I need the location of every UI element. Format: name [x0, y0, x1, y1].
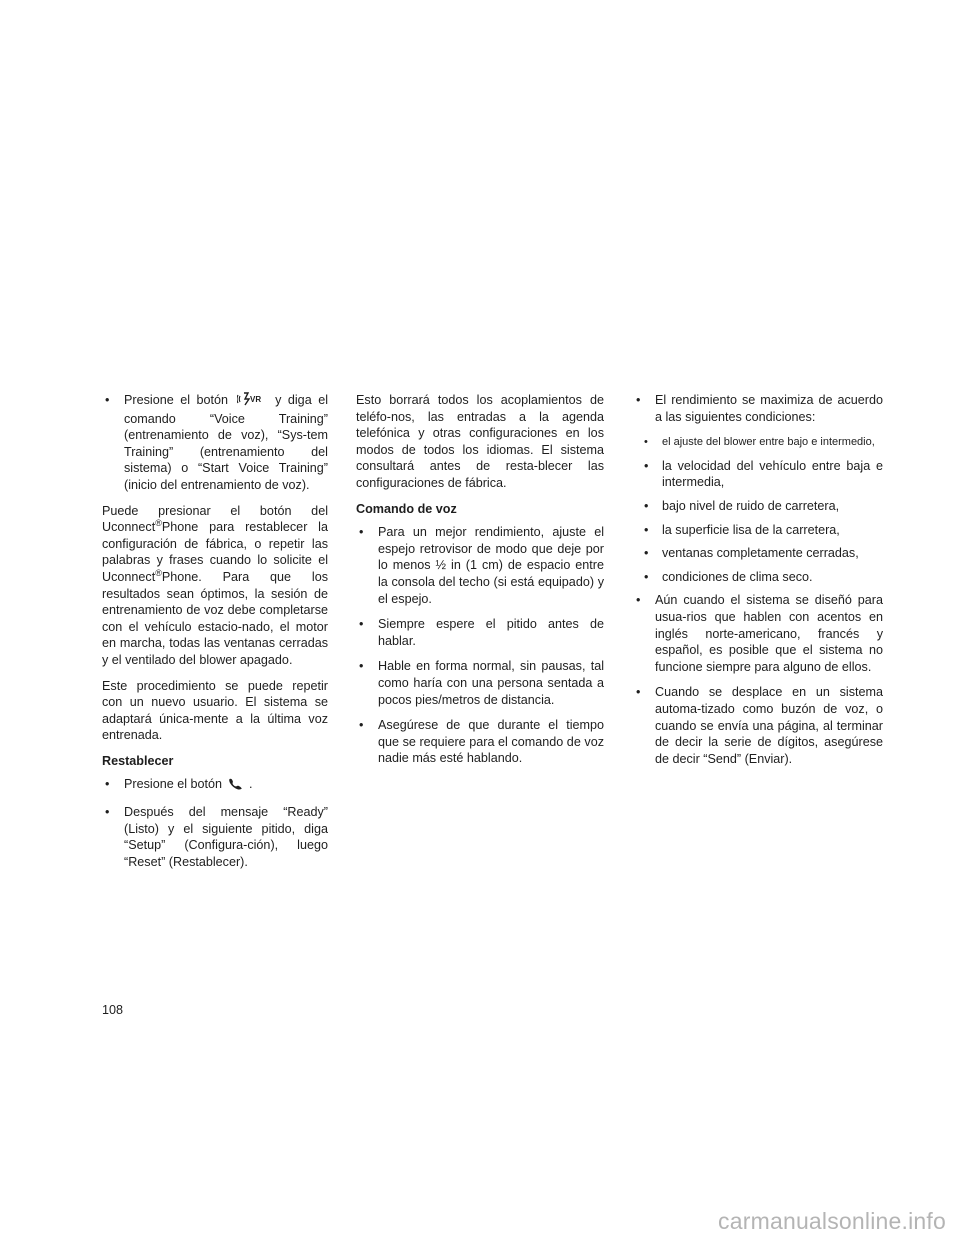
- heading-restablecer: Restablecer: [102, 753, 174, 768]
- bullet-marker: •: [105, 393, 110, 407]
- bullet-wait-beep: [356, 616, 604, 649]
- bullet-marker: •: [636, 593, 641, 608]
- bullet-marker: •: [636, 393, 641, 407]
- bullet-text-pre: Presione el botón: [124, 393, 229, 407]
- paragraph-reset-info: [102, 503, 328, 669]
- text-run: Phone para restablecer la configuración de fábrica, o repetir las palabras y frases cuando lo solicite el Uconnect: [102, 520, 328, 584]
- paragraph-repeat-procedure: Este procedimiento se puede repetir con un nuevo usuario. El sistema se adaptará única-mente a la última voz entrenada.: [102, 678, 328, 743]
- bullet-voice-training: [102, 392, 328, 494]
- registered-mark: ®: [155, 567, 162, 578]
- bullet-marker: •: [644, 522, 649, 537]
- voice-command-vr-icon: [237, 392, 267, 411]
- bullet-text: El rendimiento se maximiza de acuerdo a las siguientes condiciones:: [655, 393, 883, 424]
- sub-bullet-blower: [633, 434, 883, 451]
- bullet-accents: [633, 592, 883, 675]
- bullet-marker: •: [359, 718, 364, 733]
- bullet-marker: •: [105, 805, 110, 820]
- sub-bullet-text: condiciones de clima seco.: [662, 569, 813, 584]
- bullet-press-phone: [102, 776, 328, 795]
- bullet-nobody-talking: [356, 717, 604, 767]
- sub-bullet-text: el ajuste del blower entre bajo e intermedio,: [662, 436, 875, 449]
- bullet-text-pre: Presione el botón: [124, 777, 223, 792]
- bullet-text: Hable en forma normal, sin pausas, tal como haría con una persona sentada a pocos pies/metros de distancia.: [378, 659, 604, 707]
- bullet-marker: •: [636, 685, 641, 700]
- sub-bullet-text: la superficie lisa de la carretera,: [662, 522, 840, 537]
- column-right: [633, 392, 883, 776]
- registered-mark: ®: [155, 517, 162, 528]
- bullet-text: Cuando se desplace en un sistema automa-tizado como buzón de voz, o cuando se envía una página, al terminar de decir la serie de dígitos, asegúrese de decir “Send” (Enviar).: [655, 685, 883, 766]
- sub-bullet-speed: [633, 458, 883, 491]
- bullet-marker: •: [644, 436, 648, 449]
- paragraph-erase-info: Esto borrará todos los acoplamientos de teléfo-nos, las entradas a la agenda telefónica y otras configuraciones en los modos de todos los idiomas. El sistema consultará antes de resta-blecer las configuraciones de fábrica.: [356, 393, 604, 490]
- sub-bullet-weather: [633, 569, 883, 586]
- bullet-text: Después del mensaje “Ready” (Listo) y el siguiente pitido, diga “Setup” (Configura-ción), luego “Reset” (Restablecer).: [124, 805, 328, 869]
- sub-bullet-text: bajo nivel de ruido de carretera,: [662, 498, 840, 513]
- bullet-text-post: y diga el comando “Voice Training” (entrenamiento de voz), “Sys-tem Training” (entrenamiento del sistema) o “Start Voice Training” (inicio del entrenamiento de voz).: [124, 393, 329, 492]
- sub-bullet-windows: [633, 545, 883, 562]
- bullet-marker: •: [359, 659, 364, 674]
- bullet-marker: •: [359, 525, 364, 540]
- bullet-text: Siempre espere el pitido antes de hablar.: [378, 617, 604, 648]
- text-run: Puede presionar el botón del Uconnect: [102, 503, 328, 535]
- bullet-marker: •: [644, 569, 649, 584]
- sub-bullet-text: la velocidad del vehículo entre baja e intermedia,: [662, 458, 883, 490]
- bullet-text: Para un mejor rendimiento, ajuste el espejo retrovisor de modo que deje por lo menos ½ in (1 cm) de espacio entre la consola del techo (si está equipado) y el espejo.: [378, 525, 604, 606]
- bullet-text: Aún cuando el sistema se diseñó para usua-rios que hablen con acentos en inglés norte-americano, francés y español, es posible que el sistema no funcione siempre para alguno de ellos.: [655, 593, 883, 674]
- bullet-marker: •: [359, 617, 364, 632]
- bullet-text: Asegúrese de que durante el tiempo que se requiere para el comando de voz nadie más esté hablando.: [378, 718, 604, 766]
- column-middle: [356, 392, 604, 776]
- text-run: Phone. Para que los resultados sean óptimos, la sesión de entrenamiento de voz debe completarse con el vehículo estacio-nado, el motor en marcha, todas las ventanas cerradas y el ventilado del blower apagado.: [102, 569, 328, 667]
- sub-bullet-road-noise: [633, 498, 883, 515]
- bullet-mirror: [356, 524, 604, 607]
- bullet-marker: •: [644, 458, 649, 473]
- bullet-marker: •: [644, 498, 649, 513]
- bullet-speak-normally: [356, 658, 604, 708]
- bullet-marker: •: [105, 777, 110, 792]
- bullet-performance: [633, 392, 883, 425]
- sub-bullet-road-surface: [633, 522, 883, 539]
- sub-bullet-text: ventanas completamente cerradas,: [662, 546, 859, 561]
- page-number: 108: [102, 1003, 124, 1017]
- phone-icon: [228, 778, 244, 795]
- heading-comando-de-voz: Comando de voz: [356, 501, 457, 516]
- svg-text:VR: VR: [249, 395, 261, 404]
- column-left: [102, 392, 328, 879]
- bullet-marker: •: [644, 546, 649, 561]
- bullet-text-post: .: [249, 777, 253, 792]
- bullet-setup-reset: [102, 804, 328, 870]
- watermark: carmanualsonline.info: [718, 1208, 946, 1234]
- bullet-send-command: [633, 684, 883, 767]
